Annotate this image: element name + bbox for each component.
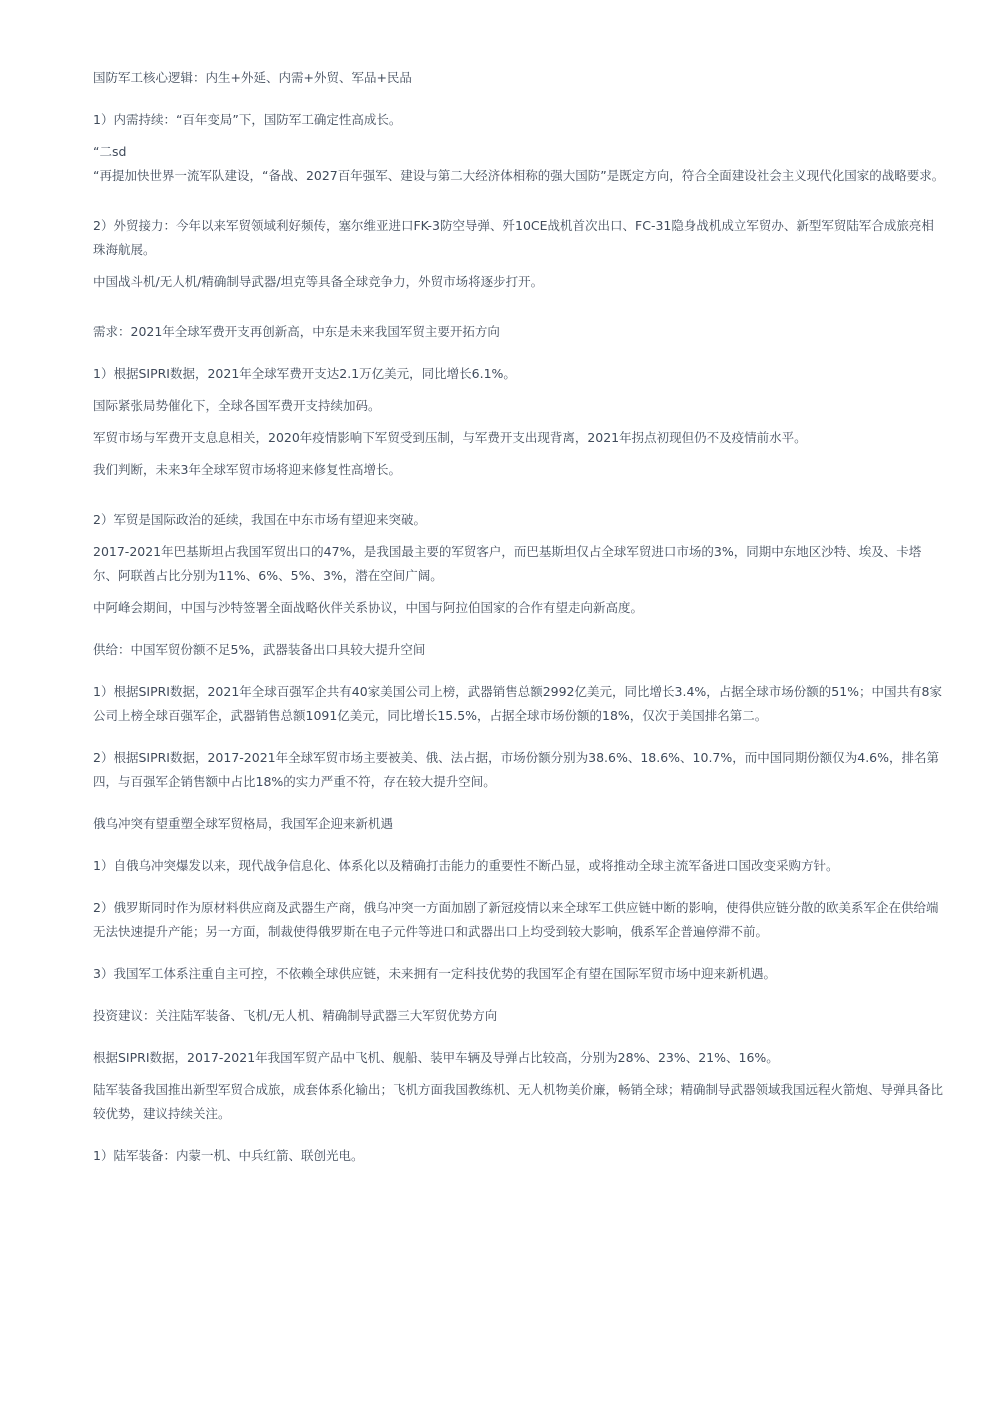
paragraph: 2）俄罗斯同时作为原材料供应商及武器生产商，俄乌冲突一方面加剧了新冠疫情以来全球军工供应链中断的影响，使得供应链分散的欧美系军企在供给端无法快速提升产能；另一方面，制裁使得俄罗斯在电子元件等进口和武器出口上均受到较大影响，俄系军企普遍停滞不前。 xyxy=(93,900,939,939)
paragraph: 2017-2021年巴基斯坦占我国军贸出口的47%，是我国最主要的军贸客户，而巴基斯坦仅占全球军贸进口市场的3%，同期中东地区沙特、埃及、卡塔尔、阿联酋占比分别为11%、6%、5%、3%，潜在空间广阔。 xyxy=(93,544,922,583)
paragraph: 军贸市场与军费开支息息相关，2020年疫情影响下军贸受到压制，与军费开支出现背离，2021年拐点初现但仍不及疫情前水平。 xyxy=(93,430,807,445)
document-body xyxy=(93,66,945,1168)
paragraph: 2）根据SIPRI数据，2017-2021年全球军贸市场主要被美、俄、法占据，市场份额分别为38.6%、18.6%、10.7%，而中国同期份额仅为4.6%，排名第四，与百强军企销售额中占比18%的实力严重不符，存在较大提升空间。 xyxy=(93,750,940,789)
paragraph: 2）外贸接力：今年以来军贸领域利好频传，塞尔维亚进口FK-3防空导弹、歼10CE战机首次出口、FC-31隐身战机成立军贸办、新型军贸陆军合成旅亮相珠海航展。 xyxy=(93,218,934,257)
section-heading: 国防军工核心逻辑：内生+外延、内需+外贸、军品+民品 xyxy=(93,70,412,85)
paragraph: 中阿峰会期间，中国与沙特签署全面战略伙伴关系协议，中国与阿拉伯国家的合作有望走向新高度。 xyxy=(93,600,644,615)
paragraph: 3）我国军工体系注重自主可控，不依赖全球供应链，未来拥有一定科技优势的我国军企有望在国际军贸市场中迎来新机遇。 xyxy=(93,966,776,981)
paragraph: “二sd xyxy=(93,144,127,159)
paragraph: 1）根据SIPRI数据，2021年全球百强军企共有40家美国公司上榜，武器销售总额2992亿美元，同比增长3.4%，占据全球市场份额的51%；中国共有8家公司上榜全球百强军企，武器销售总额1091亿美元，同比增长15.5%，占据全球市场份额的18%，仅次于美国排名第二。 xyxy=(93,684,943,723)
paragraph: 1）根据SIPRI数据，2021年全球军费开支达2.1万亿美元，同比增长6.1%。 xyxy=(93,366,516,381)
paragraph: 2）军贸是国际政治的延续，我国在中东市场有望迎来突破。 xyxy=(93,512,426,527)
paragraph: 我们判断，未来3年全球军贸市场将迎来修复性高增长。 xyxy=(93,462,401,477)
paragraph: 1）内需持续：“百年变局”下，国防军工确定性高成长。 xyxy=(93,112,402,127)
section-heading: 俄乌冲突有望重塑全球军贸格局，我国军企迎来新机遇 xyxy=(93,816,394,831)
paragraph: 1）自俄乌冲突爆发以来，现代战争信息化、体系化以及精确打击能力的重要性不断凸显，或将推动全球主流军备进口国改变采购方针。 xyxy=(93,858,839,873)
paragraph: 根据SIPRI数据，2017-2021年我国军贸产品中飞机、舰船、装甲车辆及导弹占比较高，分别为28%、23%、21%、16%。 xyxy=(93,1050,779,1065)
section-heading: 投资建议：关注陆军装备、飞机/无人机、精确制导武器三大军贸优势方向 xyxy=(93,1008,498,1023)
section-heading: 供给：中国军贸份额不足5%，武器装备出口具较大提升空间 xyxy=(93,642,426,657)
paragraph: 国际紧张局势催化下，全球各国军费开支持续加码。 xyxy=(93,398,381,413)
paragraph: 1）陆军装备：内蒙一机、中兵红箭、联创光电。 xyxy=(93,1148,364,1163)
paragraph: “再提加快世界一流军队建设，“备战、2027百年强军、建设与第二大经济体相称的强大国防”是既定方向，符合全面建设社会主义现代化国家的战略要求。 xyxy=(93,168,945,183)
paragraph: 陆军装备我国推出新型军贸合成旅，成套体系化输出；飞机方面我国教练机、无人机物美价廉，畅销全球；精确制导武器领域我国远程火箭炮、导弹具备比较优势，建议持续关注。 xyxy=(93,1082,944,1121)
paragraph: 中国战斗机/无人机/精确制导武器/坦克等具备全球竞争力，外贸市场将逐步打开。 xyxy=(93,274,544,289)
section-heading: 需求：2021年全球军费开支再创新高，中东是未来我国军贸主要开拓方向 xyxy=(93,324,500,339)
